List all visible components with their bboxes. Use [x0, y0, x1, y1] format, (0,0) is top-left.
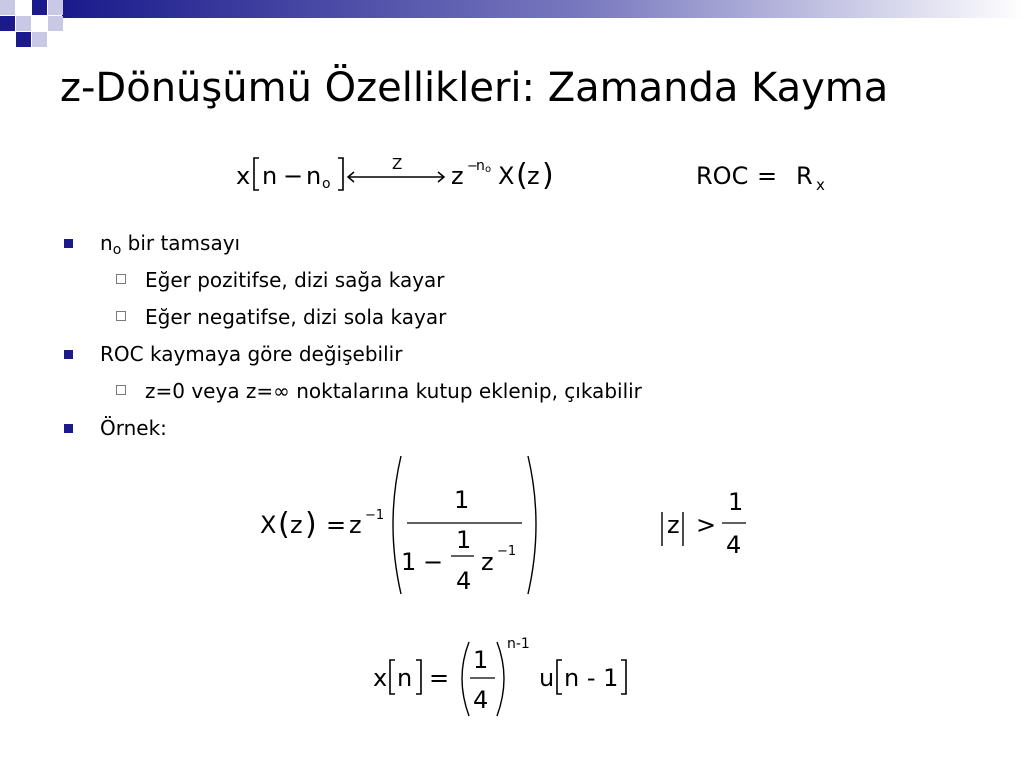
prop-exp-sub: o	[485, 164, 492, 175]
res-frac-num: 1	[473, 646, 489, 674]
res-arg: n - 1	[564, 664, 619, 692]
ex-X: X	[260, 511, 277, 539]
bullet-text: Örnek:	[100, 416, 167, 440]
result-formula	[365, 630, 645, 720]
ex-zexp-power: −1	[365, 508, 385, 523]
prop-equals: =	[757, 162, 778, 190]
header-decoration	[0, 0, 1024, 60]
res-equals: =	[429, 664, 450, 692]
ex-den-one: 1	[401, 548, 417, 576]
prop-R: R	[796, 162, 813, 190]
ex-roc-gt: >	[696, 511, 717, 539]
sub-bullet-positive	[62, 268, 642, 293]
prop-z: z	[451, 162, 464, 190]
res-x: x	[373, 664, 388, 692]
left-bracket	[390, 660, 395, 694]
square-bullet-icon	[64, 239, 73, 248]
sub-bullet-text: z=0 veya z=∞ noktalarına kutup eklenip, çıkabilir	[145, 379, 642, 403]
sub-bullet-negative	[62, 305, 642, 330]
res-frac-den: 4	[473, 686, 489, 714]
left-bracket	[557, 660, 562, 694]
checkbox-bullet-icon	[116, 274, 126, 284]
bullet-n: n	[100, 231, 113, 255]
ex-frac-num: 1	[456, 526, 472, 554]
res-u: u	[539, 664, 555, 692]
bullet-rest: bir tamsayı	[121, 231, 241, 255]
bullet-roc	[62, 342, 642, 367]
checkbox-bullet-icon	[116, 311, 126, 321]
prop-minus: −	[283, 162, 304, 190]
ex-z: z	[290, 511, 303, 539]
prop-X: X	[498, 162, 515, 190]
prop-x: x	[236, 162, 251, 190]
res-n: n	[397, 664, 413, 692]
res-power: n-1	[507, 636, 530, 652]
ex-roc-z: z	[667, 511, 680, 539]
ex-roc-num: 1	[728, 488, 744, 516]
prop-z-arg: z	[527, 162, 540, 190]
big-paren-left	[393, 456, 401, 594]
checkbox-bullet-icon	[116, 385, 126, 395]
bullet-list	[62, 231, 642, 453]
sub-bullet-poles	[62, 379, 642, 404]
prop-exp-n: n	[476, 158, 485, 174]
right-bracket	[416, 660, 421, 694]
big-paren-right	[497, 642, 504, 716]
ex-numerator: 1	[454, 486, 470, 514]
ex-roc-den: 4	[726, 531, 742, 559]
time-shift-property	[230, 150, 850, 200]
paren-left: (	[278, 507, 290, 542]
bullet-example	[62, 416, 642, 441]
ex-equals: =	[326, 511, 347, 539]
prop-n0-sub: o	[322, 176, 331, 192]
square-bullet-icon	[64, 350, 73, 359]
right-bracket	[338, 158, 343, 190]
arrow-label: Z	[392, 155, 403, 173]
square-bullet-icon	[64, 424, 73, 433]
paren-right: )	[305, 507, 317, 542]
sub-bullet-text: Eğer negatifse, dizi sola kayar	[145, 305, 447, 329]
ex-den-power: −1	[497, 544, 517, 559]
example-formula	[250, 450, 770, 600]
prop-exp-minus: −	[467, 159, 478, 174]
ex-frac-den: 4	[456, 567, 472, 595]
bullet-integer	[62, 231, 642, 256]
bullet-text: ROC kaymaya göre değişebilir	[100, 342, 403, 366]
right-bracket	[621, 660, 626, 694]
prop-n0: n	[306, 162, 322, 190]
bullet-n-sub: o	[112, 242, 122, 258]
paren-left: (	[516, 158, 528, 193]
ex-zexp-base: z	[349, 511, 362, 539]
prop-roc: ROC	[696, 162, 749, 190]
slide-title: z-Dönüşümü Özellikleri: Zamanda Kayma	[60, 65, 889, 111]
big-paren-right	[528, 456, 536, 594]
prop-R-sub: x	[816, 176, 825, 194]
paren-right: )	[542, 158, 554, 193]
big-paren-left	[462, 642, 469, 716]
sub-bullet-text: Eğer pozitifse, dizi sağa kayar	[145, 268, 445, 292]
ex-den-minus: −	[423, 548, 444, 576]
ex-den-z: z	[481, 548, 494, 576]
left-bracket	[254, 158, 259, 190]
prop-n: n	[262, 162, 278, 190]
